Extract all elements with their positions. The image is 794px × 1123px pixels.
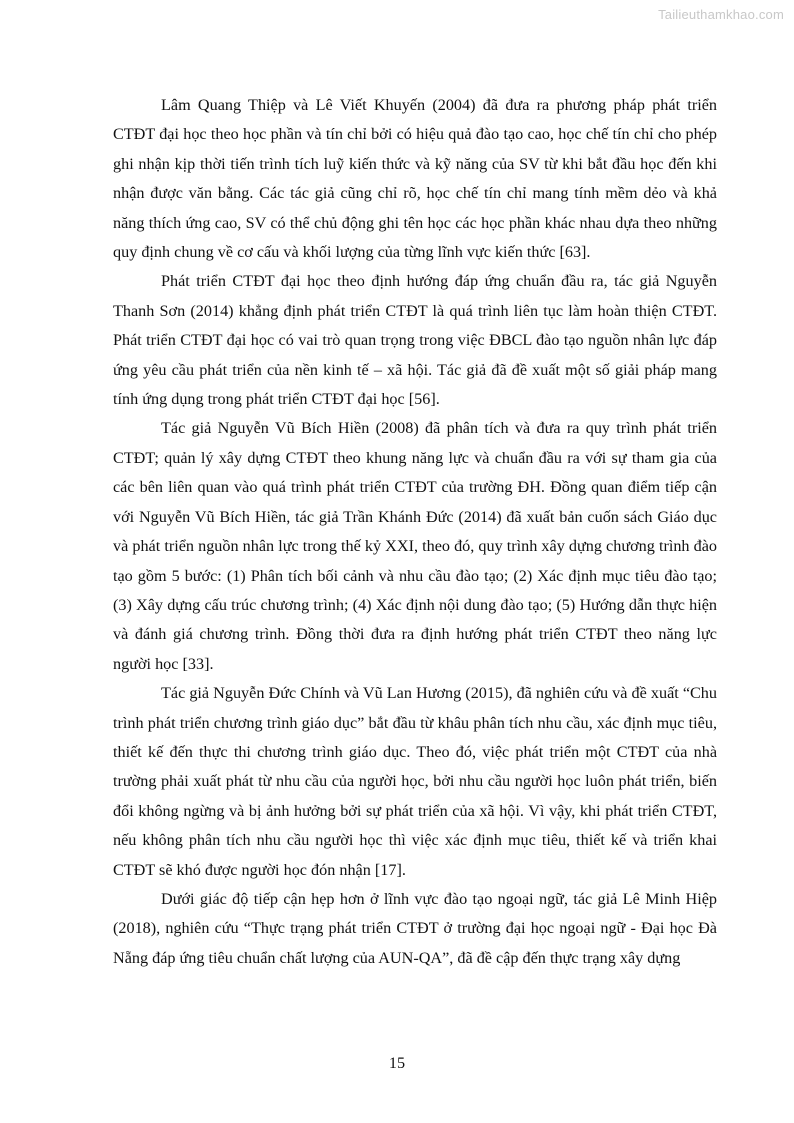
document-body — [113, 91, 717, 973]
paragraph: Dưới giác độ tiếp cận hẹp hơn ở lĩnh vực đào tạo ngoại ngữ, tác giả Lê Minh Hiệp (2018), nghiên cứu “Thực trạng phát triển CTĐT ở trường đại học ngoại ngữ - Đại học Đà Nẵng đáp ứng tiêu chuẩn chất lượng của AUN-QA”, đã đề cập đến thực trạng xây dựng — [113, 889, 717, 967]
paragraph: Tác giả Nguyễn Đức Chính và Vũ Lan Hương (2015), đã nghiên cứu và đề xuất “Chu trình phát triển chương trình giáo dục” bắt đầu từ khâu phân tích nhu cầu, xác định mục tiêu, thiết kế đến thực thi chương trình giáo dục. Theo đó, việc phát triển một CTĐT của nhà trường phải xuất phát từ nhu cầu của người học, bởi nhu cầu người học luôn phát triển, biến đổi không ngừng và bị ảnh hưởng bởi sự phát triển của xã hội. Vì vậy, khi phát triển CTĐT, nếu không phân tích nhu cầu người học thì việc xác định mục tiêu, thiết kế và triển khai CTĐT sẽ khó được người học đón nhận [17]. — [113, 684, 717, 879]
page-number: 15 — [388, 1054, 406, 1072]
watermark: Tailieuthamkhao.com — [658, 7, 784, 22]
paragraph: Phát triển CTĐT đại học theo định hướng đáp ứng chuẩn đầu ra, tác giả Nguyễn Thanh Sơn (2014) khẳng định phát triển CTĐT là quá trình liên tục làm hoàn thiện CTĐT. Phát triển CTĐT đại học có vai trò quan trọng trong việc ĐBCL đào tạo nguồn nhân lực đáp ứng yêu cầu phát triển của nền kinh tế – xã hội. Tác giả đã đề xuất một số giải pháp mang tính ứng dụng trong phát triển CTĐT đại học [56]. — [113, 272, 717, 409]
paragraph: Tác giả Nguyễn Vũ Bích Hiền (2008) đã phân tích và đưa ra quy trình phát triển CTĐT; quản lý xây dựng CTĐT theo khung năng lực và chuẩn đầu ra với sự tham gia của các bên liên quan vào quá trình phát triển CTĐT của trường ĐH. Đồng quan điểm tiếp cận với Nguyễn Vũ Bích Hiền, tác giả Trần Khánh Đức (2014) đã xuất bản cuốn sách Giáo dục và phát triển nguồn nhân lực trong thế kỷ XXI, theo đó, quy trình xây dựng chương trình đào tạo gồm 5 bước: (1) Phân tích bối cảnh và nhu cầu đào tạo; (2) Xác định mục tiêu đào tạo; (3) Xây dựng cấu trúc chương trình; (4) Xác định nội dung đào tạo; (5) Hướng dẫn thực hiện và đánh giá chương trình. Đồng thời đưa ra định hướng phát triển CTĐT theo năng lực người học [33]. — [113, 419, 717, 673]
paragraph: Lâm Quang Thiệp và Lê Viết Khuyến (2004) đã đưa ra phương pháp phát triển CTĐT đại học theo học phần và tín chỉ bởi có hiệu quả đào tạo cao, học chế tín chỉ cho phép ghi nhận kịp thời tiến trình tích luỹ kiến thức và kỹ năng của SV từ khi bắt đầu học đến khi nhận được văn bằng. Các tác giả cũng chỉ rõ, học chế tín chỉ mang tính mềm dẻo và khả năng thích ứng cao, SV có thể chủ động ghi tên học các học phần khác nhau dựa theo những quy định chung về cơ cấu và khối lượng của từng lĩnh vực kiến thức [63]. — [113, 96, 717, 262]
